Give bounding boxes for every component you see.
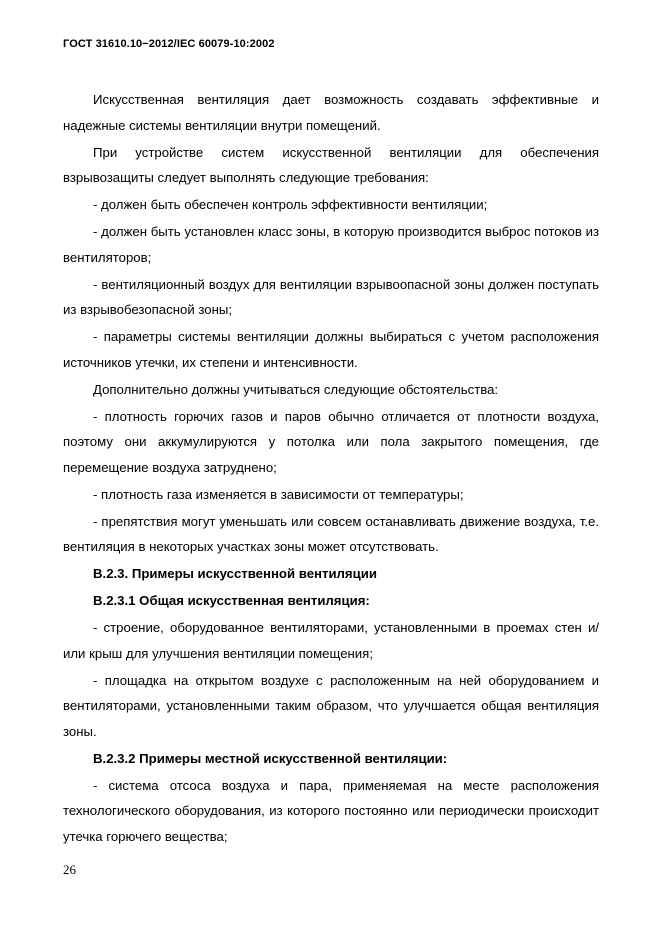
list-item: - должен быть обеспечен контроль эффективности вентиляции;	[93, 197, 488, 212]
paragraph: При устройстве систем искусственной вентиляции для обеспечения взрывозащиты следует выполнять следующие требования:	[63, 144, 599, 185]
list-item: - должен быть установлен класс зоны, в которую производится выброс потоков из вентиляторов;	[63, 224, 599, 265]
document-header: ГОСТ 31610.10−2012/IEC 60079-10:2002	[63, 38, 275, 50]
page-number: 26	[63, 862, 76, 877]
list-item: - система отсоса воздуха и пара, применяемая на месте расположения технологического оборудования, из которого постоянно или периодически происходит утечка горючего вещества;	[63, 777, 599, 844]
list-item: - препятствия могут уменьшать или совсем останавливать движение воздуха, т.е. вентиляция в некоторых участках зоны может отсутствовать.	[63, 513, 599, 554]
list-item: - строение, оборудованное вентиляторами, установленными в проемах стен и/или крыш для улучшения вентиляции помещения;	[63, 620, 599, 661]
paragraph: Искусственная вентиляция дает возможность создавать эффективные и надежные системы вентиляции внутри помещений.	[63, 92, 599, 133]
document-body	[63, 87, 599, 851]
subsection-heading: В.2.3.2 Примеры местной искусственной вентиляции:	[93, 750, 448, 766]
list-item: - плотность горючих газов и паров обычно отличается от плотности воздуха, поэтому они аккумулируются у потолка или пола закрытого помещения, где перемещение воздуха затруднено;	[63, 408, 599, 475]
list-item: - площадка на открытом воздухе с расположенным на ней оборудованием и вентиляторами, установленными таким образом, что улучшается общая вентиляция зоны.	[63, 672, 599, 739]
list-item: - плотность газа изменяется в зависимости от температуры;	[93, 486, 464, 502]
subsection-heading: В.2.3.1 Общая искусственная вентиляция:	[93, 593, 370, 608]
list-item: - вентиляционный воздух для вентиляции взрывоопасной зоны должен поступать из взрывобезопасной зоны;	[63, 276, 599, 317]
list-item: - параметры системы вентиляции должны выбираться с учетом расположения источников утечки, их степени и интенсивности.	[63, 329, 599, 370]
paragraph: Дополнительно должны учитываться следующие обстоятельства:	[93, 381, 499, 397]
section-heading: В.2.3. Примеры искусственной вентиляции	[93, 566, 377, 581]
